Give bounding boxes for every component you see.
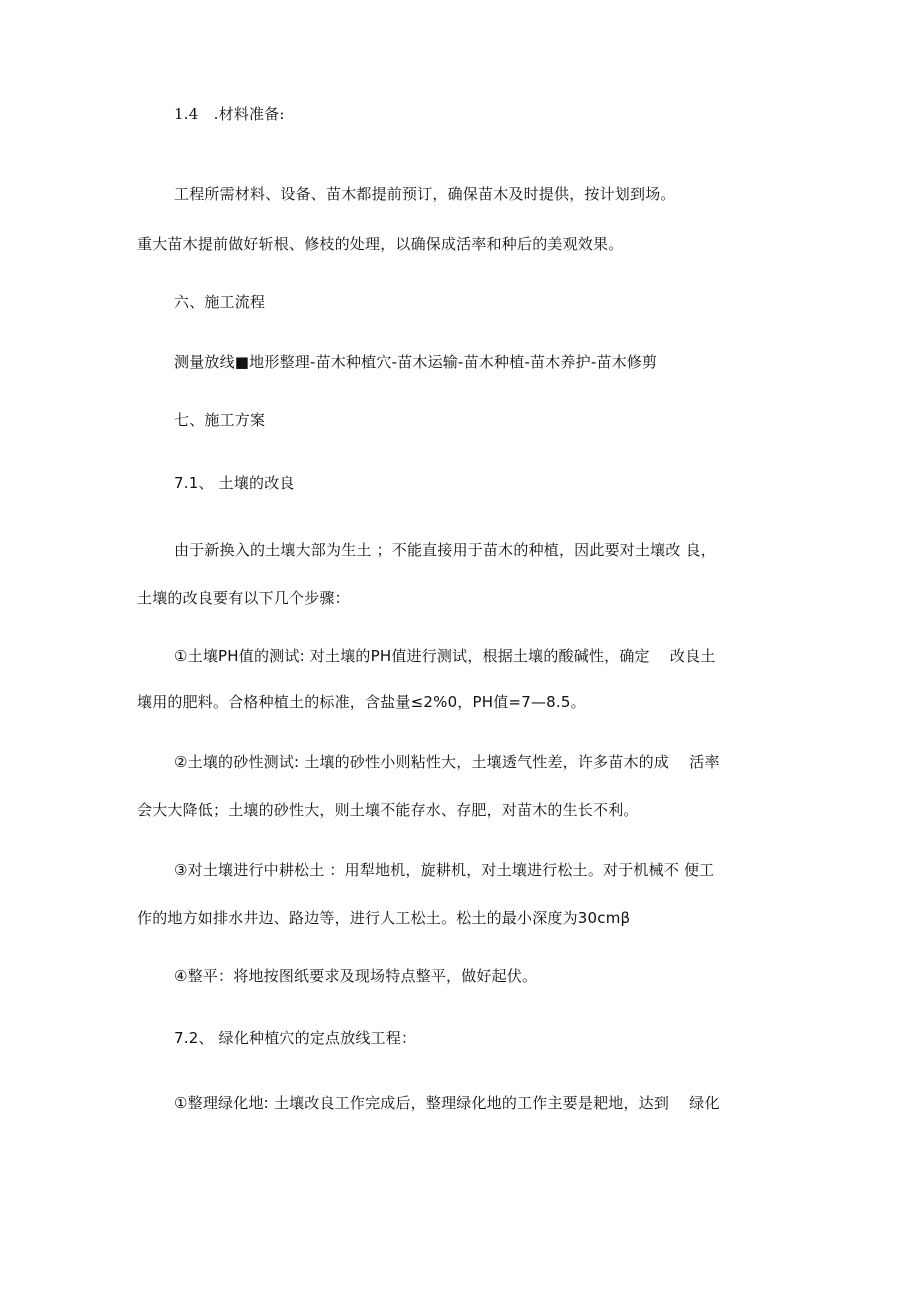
section-heading-6: 六、施工流程	[174, 293, 266, 311]
process-flow: 测量放线■地形整理-苗木种植穴-苗木运输-苗木种植-苗木养护-苗木修剪	[174, 353, 658, 371]
subsection-heading-7-1: 7.1、 土壤的改良	[174, 474, 295, 492]
step-item: ①整理绿化地: 土壤改良工作完成后，整理绿化地的工作主要是耙地，达到 绿化	[174, 1094, 720, 1112]
paragraph-line: 土壤的改良要有以下几个步骤：	[137, 589, 350, 607]
paragraph-line: 工程所需材料、设备、苗木都提前预订，确保苗木及时提供，按计划到场。	[174, 185, 676, 203]
step-item: 作的地方如排水井边、路边等，进行人工松土。松土的最小深度为30cmβ	[137, 909, 631, 927]
step-item: 壤用的肥料。合格种植土的标准，含盐量≤2%0，PH值=7—8.5。	[137, 693, 586, 711]
step-item: ①土壤PH值的测试: 对土壤的PH值进行测试，根据土壤的酸碱性，确定 改良土	[174, 647, 716, 665]
step-item: ④整平：将地按图纸要求及现场特点整平，做好起伏。	[174, 967, 538, 985]
section-heading-1-4: 1.4 .材料准备:	[174, 105, 285, 123]
section-heading-7: 七、施工方案	[174, 411, 266, 429]
paragraph-line: 由于新换入的土壤大部为生土 ；不能直接用于苗木的种植，因此要对土壤改 良，	[174, 541, 716, 559]
paragraph-line: 重大苗木提前做好斩根、修枝的处理，以确保成活率和种后的美观效果。	[137, 235, 624, 253]
step-item: ③对土壤进行中耕松土 ：用犁地机，旋耕机，对土壤进行松土。对于机械不 便工	[174, 861, 715, 879]
subsection-heading-7-2: 7.2、 绿化种植穴的定点放线工程：	[174, 1029, 417, 1047]
step-item: 会大大降低；土壤的砂性大，则土壤不能存水、存肥，对苗木的生长不利。	[137, 801, 639, 819]
step-item: ②土壤的砂性测试: 土壤的砂性小则粘性大，土壤透气性差，许多苗木的成 活率	[174, 753, 720, 771]
